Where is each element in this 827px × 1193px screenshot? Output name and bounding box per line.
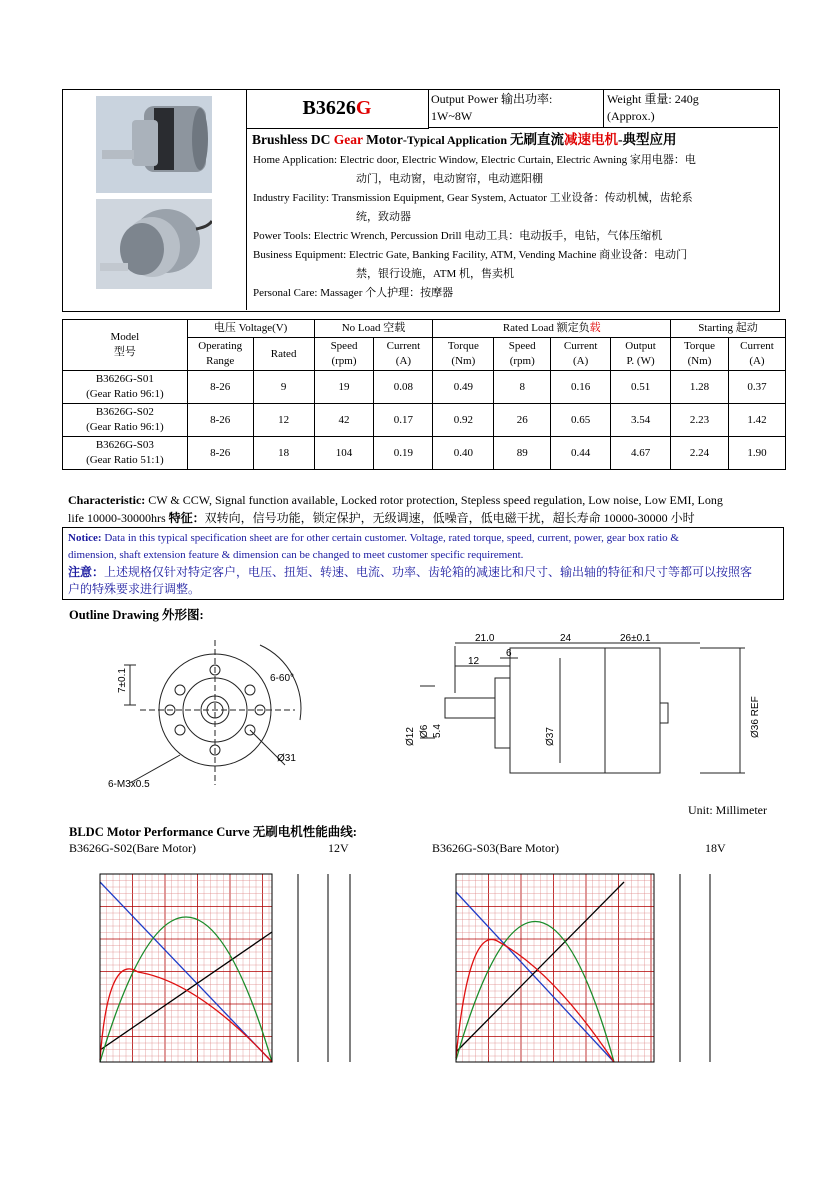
value-cell: 0.37	[728, 371, 785, 404]
right-efficiency-curve	[456, 882, 624, 1052]
value-cell: 0.44	[551, 437, 611, 470]
right-chart-grid	[456, 874, 654, 1062]
app-home-line2: 动门，电动窗，电动窗帘，电动遮阳棚	[356, 173, 543, 185]
model-number: B3626	[302, 97, 356, 119]
output-power-value: 1W~8W	[431, 109, 473, 123]
value-cell: 18	[253, 437, 314, 470]
spec-group-row	[63, 320, 786, 338]
weight-note: (Approx.)	[607, 109, 655, 123]
app-industry-line2: 统，致动器	[356, 211, 411, 223]
angle-label: 6-60°	[270, 673, 295, 684]
table-row	[63, 437, 786, 470]
dia-37: Ø37	[545, 727, 556, 746]
app-business-line2: 禁，银行设施，ATM 机，售卖机	[356, 268, 514, 280]
right-current-curve	[456, 939, 614, 1062]
holes-label: 6-M3x0.5	[108, 779, 150, 790]
value-cell: 8	[494, 371, 551, 404]
length-21: 21.0	[475, 633, 495, 644]
notice-box: Notice: Data in this typical specification sheet are for other certain customer. Voltage, rated torque, speed, current, power, gear box ratio & dimension, shaft extension feature & dimension can be changed to meet customer specific requirement. 注意：上述规格仅针对特定客户，电压、扭矩、转速、电流、功率、齿轮箱的减速比和尺寸、输出轴的特征和尺寸等都可以按照客 户的特殊要求进行调整。	[62, 527, 784, 600]
left-chart-voltage: 12V	[328, 841, 349, 855]
diameter-label: Ø31	[277, 753, 296, 764]
rated-group-header: Rated Load 额定负载	[433, 320, 671, 338]
model-header-cell: Model 型号	[63, 320, 188, 371]
value-cell: 19	[314, 371, 374, 404]
subheader-cell: Current (A)	[374, 338, 433, 371]
subheader-cell: Current (A)	[551, 338, 611, 371]
app-industry-line1: Industry Facility: Transmission Equipment, Gear System, Actuator 工业设备：传动机械，齿轮系	[253, 192, 693, 204]
flat-length: 6	[506, 648, 512, 659]
unit-label: Unit: Millimeter	[688, 803, 767, 817]
shaft-length: 12	[468, 656, 480, 667]
value-cell: 8-26	[187, 371, 253, 404]
spec-table	[62, 319, 786, 470]
value-cell: 0.16	[551, 371, 611, 404]
value-cell: 89	[494, 437, 551, 470]
subheader-cell: Output P. (W)	[611, 338, 671, 371]
subheader-cell: Speed (rpm)	[314, 338, 374, 371]
length-24: 24	[560, 633, 572, 644]
value-cell: 1.90	[728, 437, 785, 470]
outline-title: Outline Drawing 外形图:	[69, 608, 204, 622]
right-chart-caption: B3626G-S03(Bare Motor)	[432, 841, 559, 855]
value-cell: 42	[314, 404, 374, 437]
app-business-line1: Business Equipment: Electric Gate, Banking Facility, ATM, Vending Machine 商业设备：电动门	[253, 249, 688, 261]
model-cell: B3626G-S01 (Gear Ratio 96:1)	[63, 371, 188, 404]
output-power-cell	[428, 89, 604, 128]
right-power-curve	[456, 921, 614, 1062]
side-view-drawing	[400, 628, 780, 788]
value-cell: 9	[253, 371, 314, 404]
weight-label: Weight 重量: 240g	[607, 92, 699, 106]
motor-photo-top	[96, 96, 212, 193]
value-cell: 3.54	[611, 404, 671, 437]
right-chart-voltage: 18V	[705, 841, 726, 855]
right-performance-chart	[444, 862, 724, 1082]
value-cell: 4.67	[611, 437, 671, 470]
dia-5-4: 5.4	[432, 724, 443, 738]
dia-6: Ø6	[419, 724, 430, 738]
model-title-cell	[246, 89, 429, 129]
value-cell: 0.19	[374, 437, 433, 470]
offset-label: 7±0.1	[117, 668, 128, 693]
table-row	[63, 404, 786, 437]
voltage-group-header: 电压 Voltage(V)	[187, 320, 314, 338]
left-chart-grid	[100, 874, 272, 1062]
subheader-cell: Rated	[253, 338, 314, 371]
performance-title: BLDC Motor Performance Curve 无刷电机性能曲线:	[69, 825, 357, 839]
value-cell: 2.23	[671, 404, 729, 437]
value-cell: 0.92	[433, 404, 494, 437]
value-cell: 12	[253, 404, 314, 437]
characteristic-text: Characteristic: CW & CCW, Signal function available, Locked rotor protection, Stepless speed regulation, Low noise, Low EMI, Long life 10000-30000hrs 特征：双转向，信号功能，锁定保护，无级调速，低噪音，低电磁干扰，超长寿命 10000-30000 小时	[68, 493, 723, 525]
dia-12: Ø12	[405, 727, 416, 746]
model-suffix: G	[355, 97, 372, 119]
dia-36-ref: Ø36 REF	[750, 696, 761, 738]
application-list	[253, 151, 775, 303]
output-power-label: Output Power 输出功率:	[431, 92, 553, 106]
subheader-cell: Torque (Nm)	[433, 338, 494, 371]
starting-group-header: Starting 起动	[671, 320, 786, 338]
value-cell: 1.42	[728, 404, 785, 437]
left-performance-chart	[88, 862, 368, 1082]
value-cell: 8-26	[187, 437, 253, 470]
model-cell: B3626G-S02 (Gear Ratio 96:1)	[63, 404, 188, 437]
app-home-line1: Home Application: Electric door, Electric Window, Electric Curtain, Electric Awning 家用电器：电	[253, 154, 696, 166]
subheader-cell: Speed (rpm)	[494, 338, 551, 371]
application-title: Brushless DC Gear Motor-Typical Application 无刷直流减速电机-典型应用	[252, 132, 677, 147]
value-cell: 0.17	[374, 404, 433, 437]
app-tools-line1: Power Tools: Electric Wrench, Percussion Drill 电动工具：电动扳手，电钻，气体压缩机	[253, 230, 663, 242]
value-cell: 2.24	[671, 437, 729, 470]
weight-cell	[604, 89, 778, 128]
motor-photo-bottom	[96, 199, 212, 289]
table-row	[63, 371, 786, 404]
subheader-cell: Torque (Nm)	[671, 338, 729, 371]
value-cell: 26	[494, 404, 551, 437]
value-cell: 0.08	[374, 371, 433, 404]
left-chart-caption: B3626G-S02(Bare Motor)	[69, 841, 196, 855]
subheader-cell: Current (A)	[728, 338, 785, 371]
noload-group-header: No Load 空载	[314, 320, 433, 338]
value-cell: 8-26	[187, 404, 253, 437]
model-cell: B3626G-S03 (Gear Ratio 51:1)	[63, 437, 188, 470]
length-26: 26±0.1	[620, 633, 651, 644]
value-cell: 0.40	[433, 437, 494, 470]
front-view-drawing	[100, 625, 340, 800]
value-cell: 1.28	[671, 371, 729, 404]
value-cell: 104	[314, 437, 374, 470]
value-cell: 0.51	[611, 371, 671, 404]
subheader-cell: Operating Range	[187, 338, 253, 371]
value-cell: 0.49	[433, 371, 494, 404]
app-care-line1: Personal Care: Massager 个人护理：按摩器	[253, 287, 454, 299]
value-cell: 0.65	[551, 404, 611, 437]
